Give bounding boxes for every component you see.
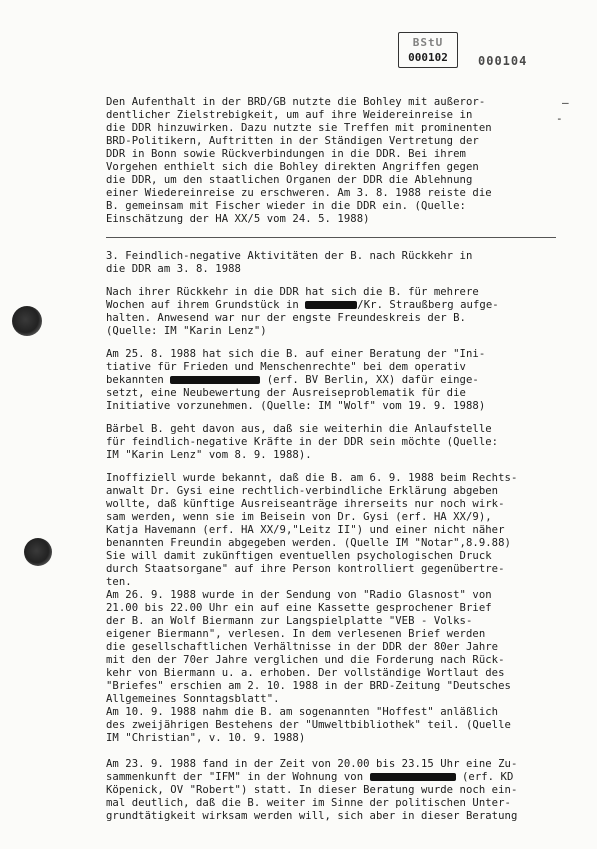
text-line: die DDR, um den staatlichen Organen der DDR die Ablehnung xyxy=(106,174,473,186)
text-line: Nach ihrer Rückkehr in die DDR hat sich die B. für mehrere xyxy=(106,286,479,298)
text-segment: bekannten xyxy=(106,374,171,386)
text-line: Köpenick, OV "Robert") statt. In dieser Beratung wurde noch ein- xyxy=(106,784,518,796)
punch-hole xyxy=(12,306,42,336)
page-number-stamp: 000104 xyxy=(478,54,528,68)
text-line: sam werden, wenn sie im Beisein von Dr. Gysi (erf. HA XX/9), xyxy=(106,511,492,523)
text-line: IM "Christian", v. 10. 9. 1988) xyxy=(106,732,306,744)
text-line: benannten Freundin abgegeben werden. (Quelle IM "Notar",8.9.88) xyxy=(106,537,511,549)
redaction-bar xyxy=(305,301,357,309)
text-line: kehr von Biermann u. a. erhoben. Der vollständige Wortlaut des xyxy=(106,667,505,679)
text-line xyxy=(106,374,479,387)
text-line: dentlicher Zielstrebigkeit, um auf ihre Weidereinreise in xyxy=(106,109,473,121)
text-line: mal deutlich, daß die B. weiter im Sinne der politischen Unter- xyxy=(106,797,511,809)
text-line xyxy=(106,299,499,312)
punch-hole xyxy=(24,538,52,566)
text-line: einer Wiedereinreise zu erschweren. Am 3. 8. 1988 reiste die xyxy=(106,187,492,199)
text-line: "Briefes" erschien am 2. 10. 1988 in der BRD-Zeitung "Deutsches xyxy=(106,680,511,692)
text-line: grundtätigkeit wirksam werden will, sich aber in dieser Beratung xyxy=(106,810,518,822)
heading-line: die DDR am 3. 8. 1988 xyxy=(106,263,241,275)
text-line: DDR in Bonn sowie Rückverbindungen in die DDR. Bei ihrem xyxy=(106,148,466,160)
text-line: IM "Karin Lenz" vom 8. 9. 1988). xyxy=(106,449,312,461)
text-line xyxy=(106,771,513,784)
text-line: der B. an Wolf Biermann zur Langspielplatte "VEB - Volks- xyxy=(106,615,473,627)
text-line: des zweijährigen Bestehens der "Umweltbibliothek" teil. (Quelle xyxy=(106,719,511,731)
text-line: mit den der 70er Jahre verglichen und die Forderung nach Rück- xyxy=(106,654,505,666)
text-line: Am 25. 8. 1988 hat sich die B. auf einer Beratung der "Ini- xyxy=(106,348,486,360)
text-segment: /Kr. Straußberg aufge- xyxy=(357,299,499,311)
text-line: B. gemeinsam mit Fischer wieder in die DDR ein. (Quelle: xyxy=(106,200,466,212)
redaction-bar xyxy=(170,376,260,384)
archive-stamp xyxy=(398,32,458,68)
text-line: halten. Anwesend war nur der engste Freundeskreis der B. xyxy=(106,312,466,324)
text-line: Vorgehen enthielt sich die Bohley direkten Angriffen gegen xyxy=(106,161,479,173)
section-divider xyxy=(106,237,556,238)
text-line: Inoffiziell wurde bekannt, daß die B. am 6. 9. 1988 beim Rechts- xyxy=(106,472,518,484)
text-line: Den Aufenthalt in der BRD/GB nutzte die Bohley mit außeror- xyxy=(106,96,486,108)
text-line: Katja Havemann (erf. HA XX/9,"Leitz II") und einer nicht näher xyxy=(106,524,505,536)
text-line: die DDR hinzuwirken. Dazu nutzte sie Treffen mit prominenten xyxy=(106,122,492,134)
text-line: Initiative vorzunehmen. (Quelle: IM "Wolf" vom 19. 9. 1988) xyxy=(106,400,486,412)
text-line: tiative für Frieden und Menschenrechte" bei dem operativ xyxy=(106,361,466,373)
margin-dash: — xyxy=(562,96,569,109)
text-line: ten. xyxy=(106,576,132,588)
text-line: durch Staatsorgane" auf ihre Person kontrolliert gegenübertre- xyxy=(106,563,505,575)
margin-dash: - xyxy=(556,112,563,125)
text-line: Sie will damit zukünftigen eventuellen psychologischen Druck xyxy=(106,550,492,562)
text-line: für feindlich-negative Kräfte in der DDR sein möchte (Quelle: xyxy=(106,436,499,448)
text-segment: (erf. KD xyxy=(455,771,514,783)
text-segment: Wochen auf ihrem Grundstück in xyxy=(106,299,306,311)
text-line: Am 23. 9. 1988 fand in der Zeit von 20.00 bis 23.15 Uhr eine Zu- xyxy=(106,758,518,770)
text-line: Allgemeines Sonntagsblatt". xyxy=(106,693,280,705)
text-segment: (erf. BV Berlin, XX) dafür einge- xyxy=(260,374,479,386)
text-line: BRD-Politikern, Auftritten in der Ständigen Vertretung der xyxy=(106,135,479,147)
text-line: Einschätzung der HA XX/5 vom 24. 5. 1988) xyxy=(106,213,370,225)
text-line: setzt, eine Neubewertung der Ausreiseproblematik für die xyxy=(106,387,466,399)
redaction-bar xyxy=(370,773,456,781)
text-line: die gesellschaftlichen Verhältnisse in der DDR der 80er Jahre xyxy=(106,641,499,653)
text-line: Bärbel B. geht davon aus, daß sie weiterhin die Anlaufstelle xyxy=(106,423,492,435)
stamp-label: BStU xyxy=(412,36,444,49)
text-line: anwalt Dr. Gysi eine rechtlich-verbindliche Erklärung abgeben xyxy=(106,485,499,497)
text-line: 21.00 bis 22.00 Uhr ein auf eine Kassette gesprochener Brief xyxy=(106,602,492,614)
heading-line: 3. Feindlich-negative Aktivitäten der B. nach Rückkehr in xyxy=(106,250,473,262)
text-line: eigener Biermann", verlesen. In dem verlesenen Brief werden xyxy=(106,628,486,640)
text-segment: sammenkunft der "IFM" in der Wohnung von xyxy=(106,771,370,783)
text-line: Am 26. 9. 1988 wurde in der Sendung von "Radio Glasnost" von xyxy=(106,589,492,601)
text-line: wollte, daß künftige Ausreiseanträge ihrerseits nur noch wirk- xyxy=(106,498,505,510)
text-line: Am 10. 9. 1988 nahm die B. am sogenannten "Hoffest" anläßlich xyxy=(106,706,499,718)
stamp-number: 000102 xyxy=(408,51,448,64)
text-line: (Quelle: IM "Karin Lenz") xyxy=(106,325,267,337)
